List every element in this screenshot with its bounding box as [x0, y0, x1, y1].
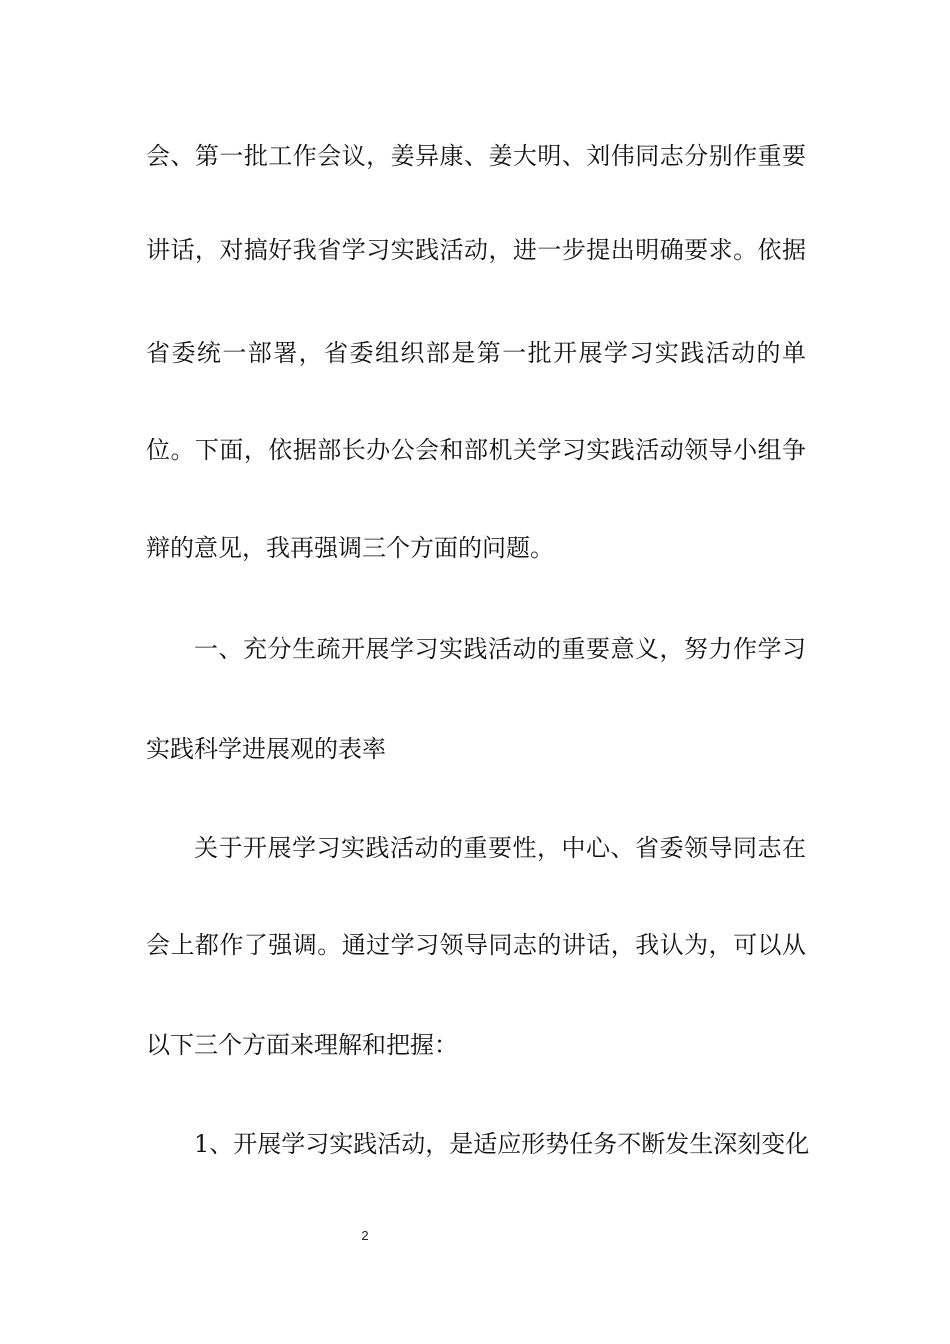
- paragraph-line: 讲话，对搞好我省学习实践活动，进一步提出明确要求。依据: [146, 236, 806, 264]
- paragraph-line: 辩的意见，我再强调三个方面的问题。: [146, 534, 554, 562]
- section-heading-line: 一、充分生疏开展学习实践活动的重要意义，努力作学习: [194, 635, 806, 663]
- paragraph-line: 会上都作了强调。通过学习领导同志的讲话，我认为，可以从: [146, 931, 806, 959]
- paragraph-line: 关于开展学习实践活动的重要性，中心、省委领导同志在: [194, 834, 806, 862]
- paragraph-line: 以下三个方面来理解和把握：: [146, 1031, 458, 1059]
- list-item-line: 1、开展学习实践活动，是适应形势任务不断发生深刻变化: [194, 1130, 810, 1158]
- paragraph-line: 省委统一部署，省委组织部是第一批开展学习实践活动的单: [146, 339, 806, 367]
- page-number: 2: [361, 1228, 369, 1243]
- section-heading-line: 实践科学进展观的表率: [146, 735, 386, 763]
- paragraph-line: 会、第一批工作会议，姜异康、姜大明、刘伟同志分别作重要: [146, 142, 806, 170]
- paragraph-line: 位。下面，依据部长办公会和部机关学习实践活动领导小组争: [146, 436, 806, 464]
